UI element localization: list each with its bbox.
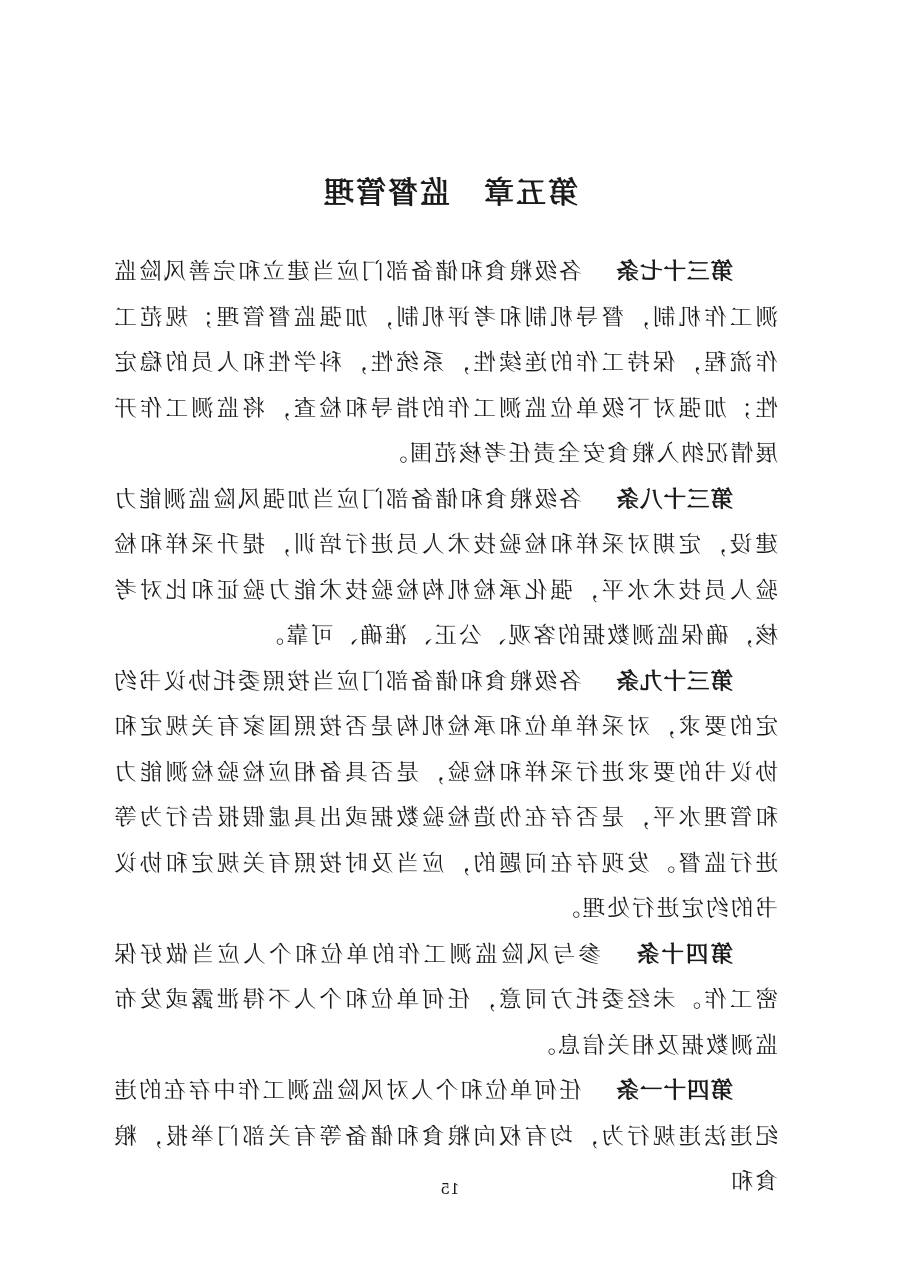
article-number: 第三十九条 [615, 668, 733, 695]
article-38 [112, 478, 778, 660]
article-text: 任何单位和个人对风险监测工作中存在的违纪违法违规行为，均有权向粮食和储备等有关部门举报，粮食和 [112, 1078, 778, 1195]
article-37 [112, 250, 778, 478]
article-number: 第四十条 [634, 941, 733, 968]
page-number: 15 [440, 1180, 460, 1198]
article-text: 参与风险监测工作的单位和个人应当做好保密工作。未经委托方同意，任何单位和个人不得泄露或发布监测数据及相关信息。 [112, 941, 778, 1059]
article-text: 各级粮食和储备部门应当建立和完善风险监测工作机制，督导机制和考评机制，加强监督管理；规范工作流程，保持工作的连续性，系统性，科学性和人员的稳定性；加强对下级单位监测工作的指导和检查，将监测工作开展情况纳入粮食安全责任考核范围。 [112, 259, 778, 467]
article-text: 各级粮食和储备部门应当按照委托协议书约定的要求，对采样单位和承检机构是否按照国家有关规定和协议书的要求进行采样和检验，是否具备相应检验检测能力和管理水平，是否存在伪造检验数据或出具虚假报告行为等进行监督。发现存在问题的，应当及时按照有关规定和协议书的约定进行处理。 [112, 668, 778, 922]
article-number: 第四十一条 [615, 1078, 733, 1104]
article-39 [112, 660, 778, 933]
article-number: 第三十七条 [615, 259, 733, 285]
document-body [112, 250, 778, 1206]
article-40 [112, 933, 778, 1070]
article-number: 第三十八条 [615, 486, 733, 513]
chapter-title: 第五章 监督管理 [322, 176, 578, 211]
article-text: 各级粮食和储备部门应当加强风险监测能力建设，定期对采样和检验技术人员进行培训，提升采样和检验人员技术水平，强化承检机构检验技术能力验证和比对考核，确保监测数据的客观、公正、准确、可靠。 [112, 486, 778, 649]
